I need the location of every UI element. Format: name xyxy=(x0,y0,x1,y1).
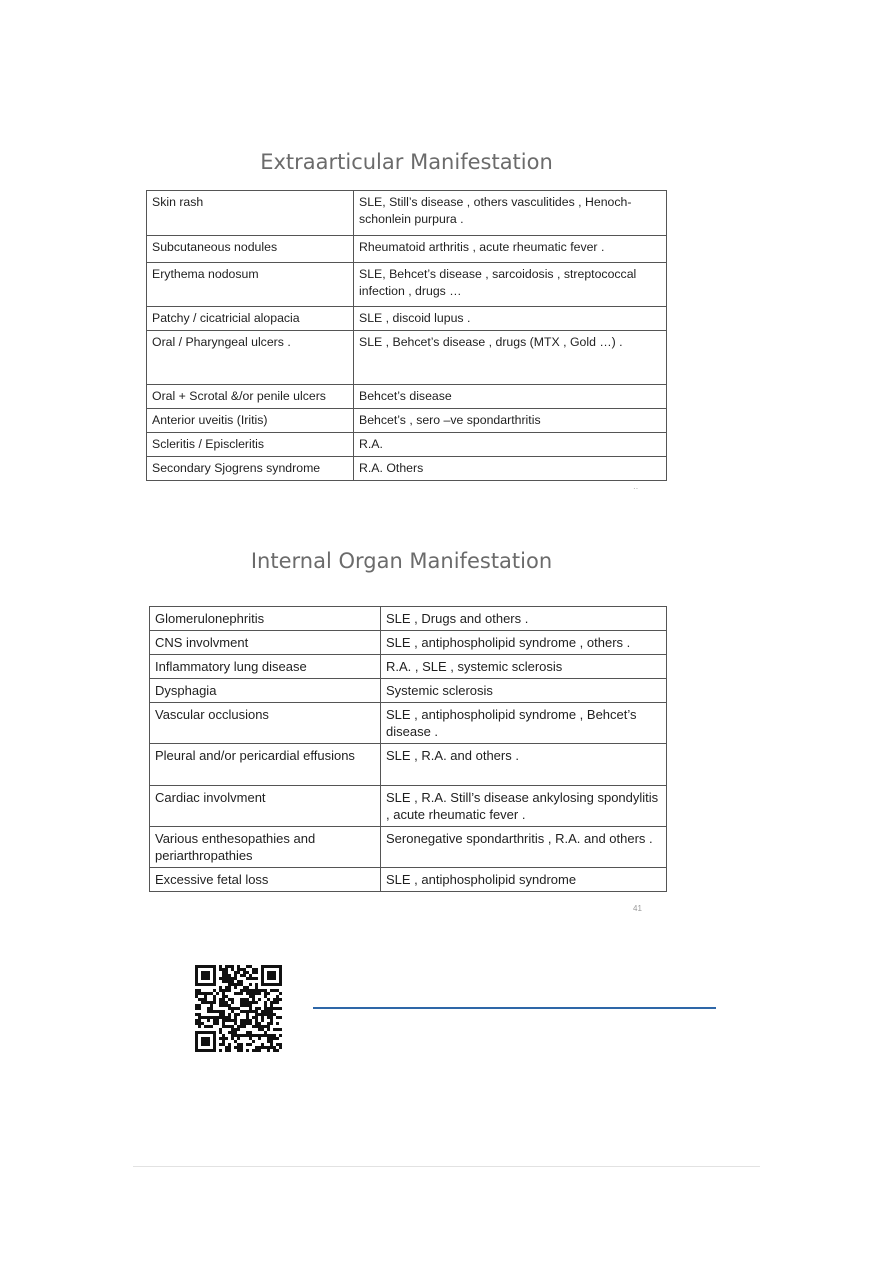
footer-divider xyxy=(133,1166,760,1167)
table-row xyxy=(150,631,667,655)
manifestation-cell: Inflammatory lung disease xyxy=(150,655,381,679)
associated-condition-cell: R.A. Others xyxy=(354,457,667,481)
slide-number: 41 xyxy=(633,904,642,913)
associated-condition-cell: Rheumatoid arthritis , acute rheumatic fever . xyxy=(354,236,667,263)
associated-condition-cell: SLE , antiphospholipid syndrome , others . xyxy=(381,631,667,655)
manifestation-cell: Vascular occlusions xyxy=(150,703,381,744)
manifestation-cell: Cardiac involvment xyxy=(150,786,381,827)
manifestation-cell: Anterior uveitis (Iritis) xyxy=(147,409,354,433)
manifestation-cell: Excessive fetal loss xyxy=(150,868,381,892)
table-row xyxy=(150,679,667,703)
table-row xyxy=(150,868,667,892)
table-row xyxy=(147,409,667,433)
associated-condition-cell: SLE , Drugs and others . xyxy=(381,607,667,631)
associated-condition-cell: SLE, Still’s disease , others vasculitides , Henoch-schonlein purpura . xyxy=(354,191,667,236)
manifestation-cell: CNS involvment xyxy=(150,631,381,655)
associated-condition-cell: SLE , antiphospholipid syndrome , Behcet’s disease . xyxy=(381,703,667,744)
slide-mark: ·· xyxy=(633,484,639,493)
table-row xyxy=(147,433,667,457)
associated-condition-cell: Seronegative spondarthritis , R.A. and others . xyxy=(381,827,667,868)
manifestation-cell: Skin rash xyxy=(147,191,354,236)
associated-condition-cell: Systemic sclerosis xyxy=(381,679,667,703)
manifestation-cell: Various enthesopathies and periarthropathies xyxy=(150,827,381,868)
table-row xyxy=(147,236,667,263)
table-row xyxy=(147,331,667,385)
manifestation-cell: Glomerulonephritis xyxy=(150,607,381,631)
table-row xyxy=(147,263,667,307)
table-row xyxy=(147,385,667,409)
associated-condition-cell: SLE , Behcet’s disease , drugs (MTX , Gold …) . xyxy=(354,331,667,385)
qr-code xyxy=(195,965,282,1052)
table-row xyxy=(150,786,667,827)
manifestation-cell: Pleural and/or pericardial effusions xyxy=(150,744,381,786)
internal-organ-title: Internal Organ Manifestation xyxy=(250,549,553,573)
table-row xyxy=(147,307,667,331)
manifestation-cell: Oral / Pharyngeal ulcers . xyxy=(147,331,354,385)
table-row xyxy=(150,703,667,744)
manifestation-cell: Scleritis / Episcleritis xyxy=(147,433,354,457)
manifestation-cell: Patchy / cicatricial alopacia xyxy=(147,307,354,331)
manifestation-cell: Subcutaneous nodules xyxy=(147,236,354,263)
manifestation-cell: Erythema nodosum xyxy=(147,263,354,307)
table-row xyxy=(147,191,667,236)
table-row xyxy=(150,655,667,679)
table-row xyxy=(150,607,667,631)
manifestation-cell: Oral + Scrotal &/or penile ulcers xyxy=(147,385,354,409)
associated-condition-cell: SLE, Behcet’s disease , sarcoidosis , streptococcal infection , drugs … xyxy=(354,263,667,307)
table-row xyxy=(150,827,667,868)
associated-condition-cell: Behcet’s disease xyxy=(354,385,667,409)
extraarticular-title: Extraarticular Manifestation xyxy=(260,150,553,174)
manifestation-cell: Secondary Sjogrens syndrome xyxy=(147,457,354,481)
link-underline[interactable] xyxy=(313,1007,716,1009)
table-row xyxy=(150,744,667,786)
associated-condition-cell: Behcet’s , sero –ve spondarthritis xyxy=(354,409,667,433)
associated-condition-cell: R.A. , SLE , systemic sclerosis xyxy=(381,655,667,679)
associated-condition-cell: SLE , R.A. Still’s disease ankylosing spondylitis , acute rheumatic fever . xyxy=(381,786,667,827)
extraarticular-table xyxy=(146,190,667,481)
manifestation-cell: Dysphagia xyxy=(150,679,381,703)
internal-organ-table xyxy=(149,606,667,892)
associated-condition-cell: SLE , R.A. and others . xyxy=(381,744,667,786)
table-row xyxy=(147,457,667,481)
associated-condition-cell: SLE , antiphospholipid syndrome xyxy=(381,868,667,892)
associated-condition-cell: R.A. xyxy=(354,433,667,457)
associated-condition-cell: SLE , discoid lupus . xyxy=(354,307,667,331)
